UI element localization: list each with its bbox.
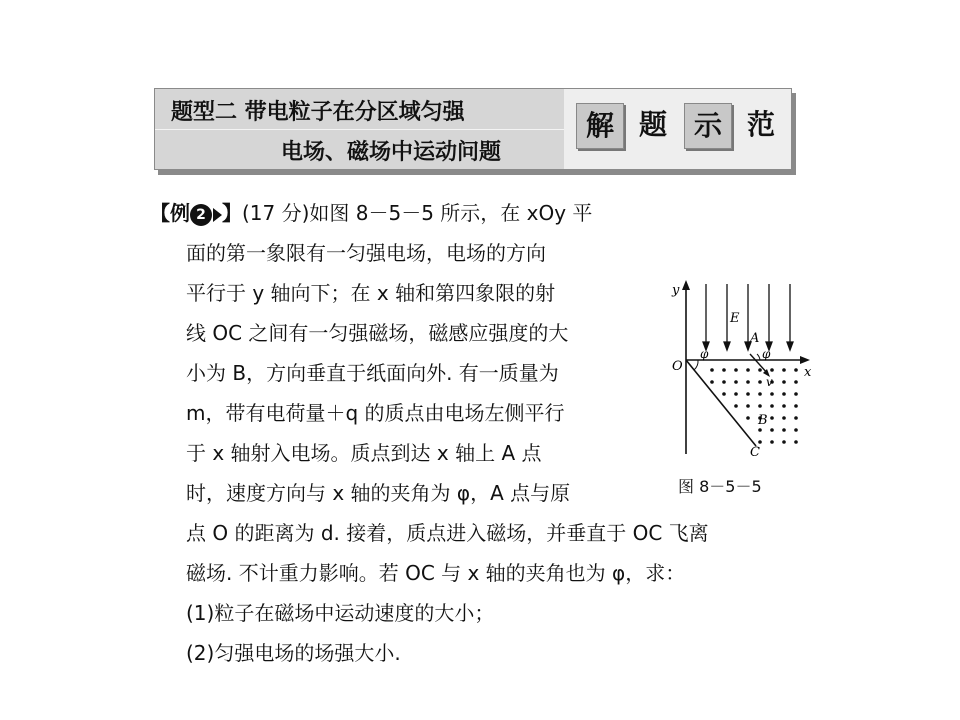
y-axis-arrow-icon bbox=[682, 280, 690, 290]
field-dot bbox=[794, 428, 798, 432]
example-arrow-icon bbox=[213, 208, 222, 222]
problem-line-7: 于 x 轴射入电场。质点到达 x 轴上 A 点 bbox=[186, 441, 542, 465]
question-1: (1)粒子在磁场中运动速度的大小； bbox=[186, 601, 495, 625]
label-phi-a: φ bbox=[762, 347, 771, 361]
problem-line-1 bbox=[150, 196, 592, 230]
topic-title-line-1: 题型二 带电粒子在分区域匀强 bbox=[171, 100, 465, 125]
field-dot bbox=[710, 380, 714, 384]
problem-text-1: (17 分)如图 8－5－5 所示，在 xOy 平 bbox=[242, 201, 593, 225]
field-dot bbox=[794, 392, 798, 396]
badge-panel bbox=[564, 89, 791, 169]
field-diagram bbox=[666, 278, 816, 458]
question-2: (2)匀强电场的场强大小. bbox=[186, 641, 401, 665]
topic-title-line-2: 电场、磁场中运动问题 bbox=[281, 140, 502, 165]
field-dot bbox=[758, 440, 762, 444]
field-dot bbox=[734, 392, 738, 396]
field-dot bbox=[746, 392, 750, 396]
field-dot bbox=[794, 368, 798, 372]
title-divider bbox=[155, 129, 564, 130]
badge-char-3: 示 bbox=[684, 103, 732, 149]
ray-oc bbox=[686, 360, 756, 446]
problem-line-5: 小为 B，方向垂直于纸面向外. 有一质量为 bbox=[186, 361, 559, 385]
field-dot bbox=[782, 392, 786, 396]
label-c: C bbox=[750, 445, 760, 458]
field-dot bbox=[734, 368, 738, 372]
field-dot bbox=[770, 392, 774, 396]
label-e: E bbox=[730, 311, 740, 326]
example-number-badge: 2 bbox=[190, 204, 212, 226]
label-b: B bbox=[758, 413, 768, 428]
field-dot bbox=[782, 440, 786, 444]
field-dot bbox=[782, 380, 786, 384]
problem-line-2: 面的第一象限有一匀强电场，电场的方向 bbox=[186, 241, 546, 265]
badge-char-4: 范 bbox=[746, 108, 775, 141]
field-dot bbox=[782, 428, 786, 432]
problem-line-8: 时，速度方向与 x 轴的夹角为 φ，A 点与原 bbox=[186, 481, 571, 505]
problem-line-3: 平行于 y 轴向下；在 x 轴和第四象限的射 bbox=[186, 281, 556, 305]
field-dot bbox=[794, 404, 798, 408]
field-dot bbox=[746, 380, 750, 384]
example-label-close: 】 bbox=[222, 201, 242, 225]
problem-line-4: 线 OC 之间有一匀强磁场，磁感应强度的大 bbox=[186, 321, 569, 345]
electric-field-lines bbox=[703, 284, 793, 350]
field-dot bbox=[722, 380, 726, 384]
problem-line-6: m，带有电荷量＋q 的质点由电场左侧平行 bbox=[186, 401, 565, 425]
field-dot bbox=[746, 368, 750, 372]
example-label-open: 【例 bbox=[150, 201, 190, 225]
x-axis-arrow-icon bbox=[800, 356, 810, 364]
field-dot bbox=[770, 428, 774, 432]
field-dot bbox=[794, 380, 798, 384]
label-x: x bbox=[804, 365, 812, 380]
label-v: v bbox=[766, 375, 773, 389]
field-dot bbox=[734, 404, 738, 408]
field-dot bbox=[782, 404, 786, 408]
field-dot bbox=[758, 380, 762, 384]
field-dot bbox=[746, 416, 750, 420]
badge-char-2: 题 bbox=[638, 108, 667, 141]
field-dot bbox=[794, 416, 798, 420]
field-dot bbox=[782, 368, 786, 372]
field-dot bbox=[782, 416, 786, 420]
field-dot bbox=[746, 404, 750, 408]
problem-line-9: 点 O 的距离为 d. 接着，质点进入磁场，并垂直于 OC 飞离 bbox=[186, 521, 709, 545]
field-dot bbox=[758, 392, 762, 396]
field-dot bbox=[770, 368, 774, 372]
field-dot bbox=[770, 416, 774, 420]
problem-line-10: 磁场. 不计重力影响。若 OC 与 x 轴的夹角也为 φ，求： bbox=[186, 561, 686, 585]
badge-char-1: 解 bbox=[576, 103, 624, 149]
figure-caption: 图 8－5－5 bbox=[678, 477, 762, 496]
field-dot bbox=[758, 404, 762, 408]
angle-arc-o bbox=[694, 360, 698, 370]
field-dot bbox=[770, 440, 774, 444]
label-a: A bbox=[750, 331, 760, 346]
topic-header bbox=[154, 88, 792, 170]
label-phi-o: φ bbox=[700, 347, 709, 361]
field-dot bbox=[770, 404, 774, 408]
field-dot bbox=[722, 392, 726, 396]
label-y: y bbox=[672, 283, 680, 298]
field-dot bbox=[722, 368, 726, 372]
field-dot bbox=[758, 368, 762, 372]
label-o: O bbox=[672, 359, 683, 374]
field-dot bbox=[734, 380, 738, 384]
angle-arc-a bbox=[757, 354, 760, 360]
field-dot bbox=[710, 368, 714, 372]
field-dot bbox=[794, 440, 798, 444]
field-dot bbox=[758, 428, 762, 432]
